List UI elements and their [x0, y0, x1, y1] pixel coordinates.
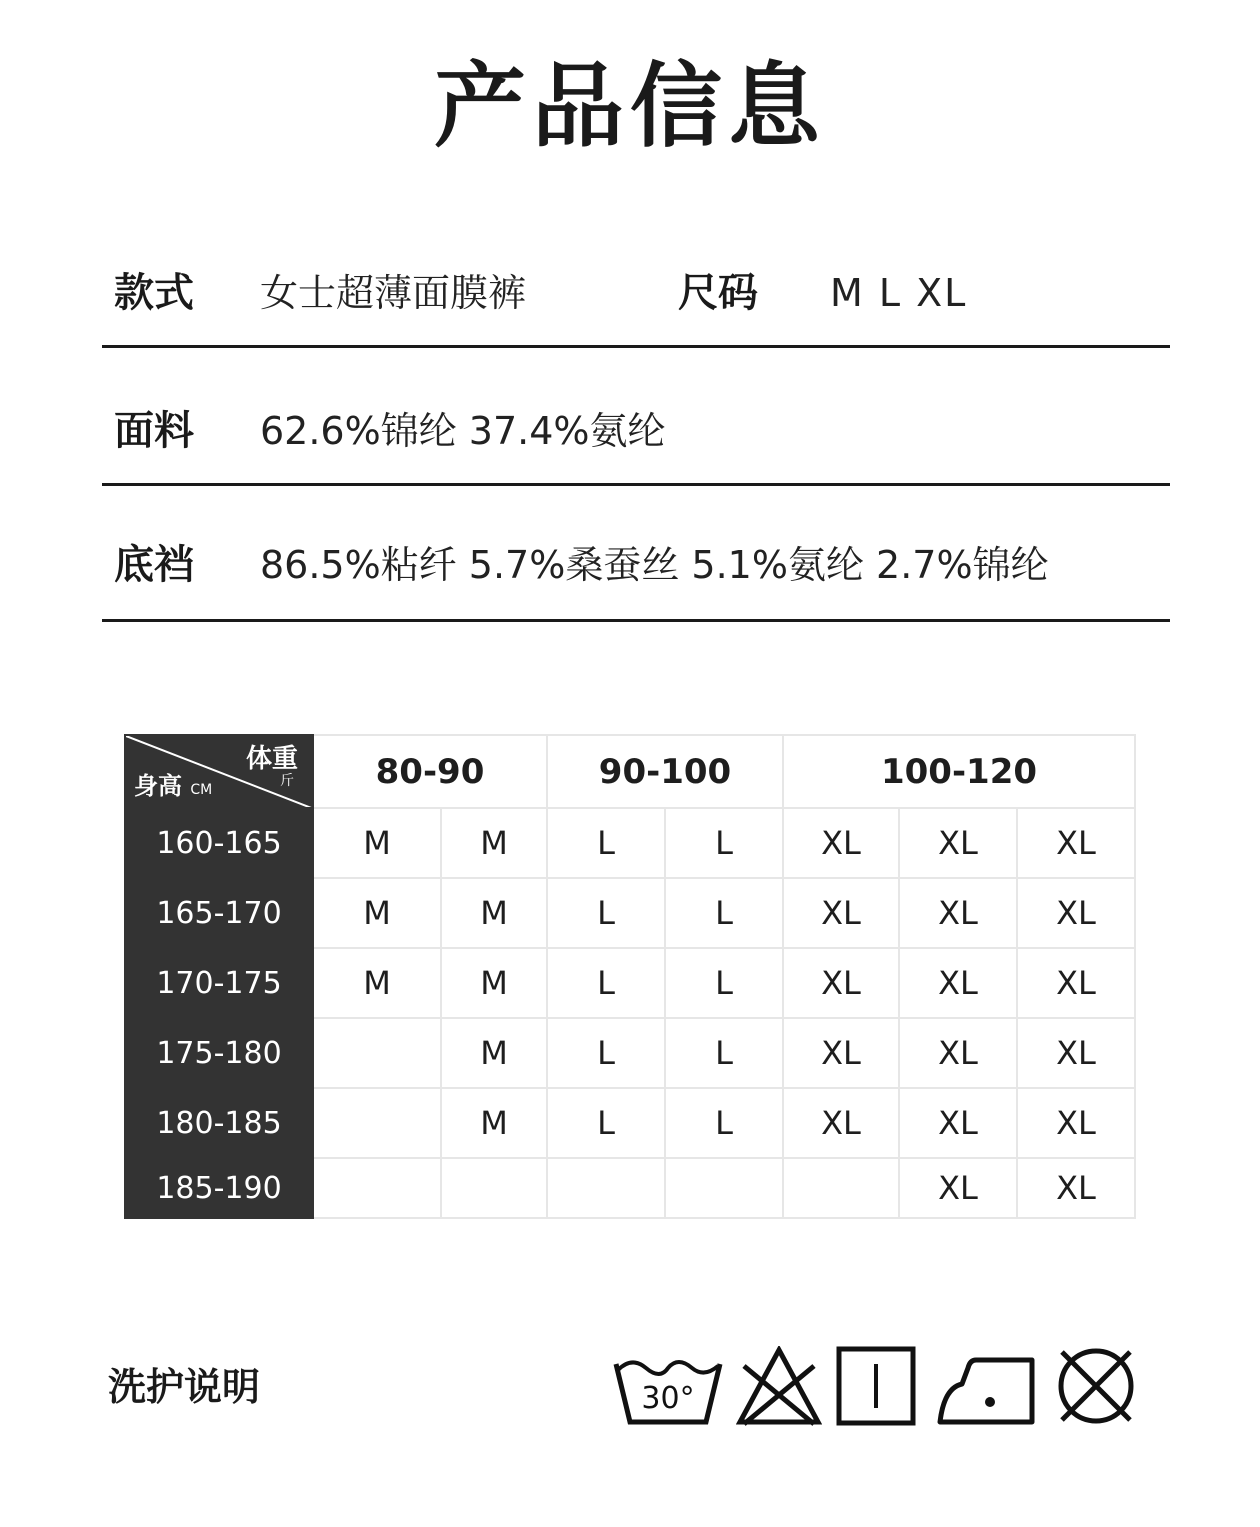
size-cell: XL	[783, 808, 899, 878]
weight-axis-label: 体重	[245, 744, 298, 774]
size-cell: L	[547, 878, 665, 948]
size-cell: XL	[1017, 1088, 1135, 1158]
size-cell: M	[313, 948, 441, 1018]
size-cell: M	[441, 878, 547, 948]
size-cell: XL	[783, 878, 899, 948]
size-cell: XL	[899, 1158, 1017, 1218]
size-cell: M	[313, 878, 441, 948]
size-chart-body	[125, 808, 1135, 1218]
hang-dry-icon	[836, 1346, 916, 1426]
size-cell: L	[665, 948, 783, 1018]
height-range-cell: 165-170	[125, 878, 313, 948]
style-value: 女士超薄面膜裤	[260, 271, 527, 315]
fabric-value: 62.6%锦纶 37.4%氨纶	[260, 409, 666, 453]
height-axis-label	[134, 766, 212, 801]
size-cell: M	[313, 808, 441, 878]
size-cell	[783, 1158, 899, 1218]
crotch-label: 底裆	[114, 542, 194, 588]
size-chart-row	[125, 808, 1135, 878]
size-cell: M	[441, 1018, 547, 1088]
size-cell: XL	[783, 1088, 899, 1158]
height-range-cell: 185-190	[125, 1158, 313, 1218]
style-label: 款式	[114, 270, 194, 316]
size-cell: XL	[1017, 878, 1135, 948]
height-range-cell: 175-180	[125, 1018, 313, 1088]
crotch-row	[102, 484, 1170, 622]
size-cell: L	[665, 1018, 783, 1088]
page-title: 产品信息	[433, 53, 826, 160]
height-label-text: 身高	[134, 772, 182, 800]
size-chart-table	[124, 734, 1136, 1219]
weight-unit-label: 斤	[280, 773, 294, 789]
weight-header: 90-100	[547, 735, 783, 808]
wash-temp-text: 30°	[641, 1381, 695, 1416]
weight-header: 80-90	[313, 735, 547, 808]
size-cell	[313, 1088, 441, 1158]
size-cell: L	[547, 808, 665, 878]
table-corner-cell	[125, 735, 313, 808]
fabric-row	[102, 348, 1170, 486]
size-cell: L	[547, 1018, 665, 1088]
height-unit-label: CM	[190, 782, 213, 798]
size-cell: L	[547, 1088, 665, 1158]
style-size-row	[102, 210, 1170, 348]
fabric-label: 面料	[114, 408, 194, 454]
size-cell: XL	[1017, 1158, 1135, 1218]
size-chart-row	[125, 1088, 1135, 1158]
size-cell	[547, 1158, 665, 1218]
wash-30-icon	[612, 1346, 724, 1426]
size-cell: XL	[899, 1088, 1017, 1158]
size-cell: XL	[783, 948, 899, 1018]
size-cell: XL	[899, 1018, 1017, 1088]
size-cell: L	[665, 878, 783, 948]
size-value: M L XL	[830, 271, 968, 315]
size-cell: XL	[1017, 1018, 1135, 1088]
care-instructions-label: 洗护说明	[108, 1365, 261, 1409]
size-cell: XL	[899, 948, 1017, 1018]
size-chart-row	[125, 878, 1135, 948]
size-cell: L	[665, 808, 783, 878]
size-chart-row	[125, 1158, 1135, 1218]
size-cell: XL	[783, 1018, 899, 1088]
size-cell: M	[441, 808, 547, 878]
size-cell	[665, 1158, 783, 1218]
size-cell: L	[547, 948, 665, 1018]
size-cell: XL	[899, 808, 1017, 878]
size-chart-row	[125, 1018, 1135, 1088]
size-chart-header-row	[125, 735, 1135, 808]
no-bleach-icon	[736, 1346, 822, 1426]
weight-header: 100-120	[783, 735, 1135, 808]
size-cell	[313, 1158, 441, 1218]
size-label: 尺码	[678, 270, 758, 316]
size-cell	[441, 1158, 547, 1218]
size-cell: M	[441, 948, 547, 1018]
height-range-cell: 170-175	[125, 948, 313, 1018]
size-cell: XL	[1017, 808, 1135, 878]
size-cell: XL	[899, 878, 1017, 948]
divider	[102, 619, 1170, 622]
size-cell	[313, 1018, 441, 1088]
size-cell: XL	[1017, 948, 1135, 1018]
size-chart-row	[125, 948, 1135, 1018]
size-cell: L	[665, 1088, 783, 1158]
no-tumble-dry-icon	[1056, 1346, 1136, 1426]
size-cell: M	[441, 1088, 547, 1158]
height-range-cell: 180-185	[125, 1088, 313, 1158]
iron-low-icon	[936, 1346, 1036, 1426]
crotch-value: 86.5%粘纤 5.7%桑蚕丝 5.1%氨纶 2.7%锦纶	[260, 543, 1049, 587]
height-range-cell: 160-165	[125, 808, 313, 878]
